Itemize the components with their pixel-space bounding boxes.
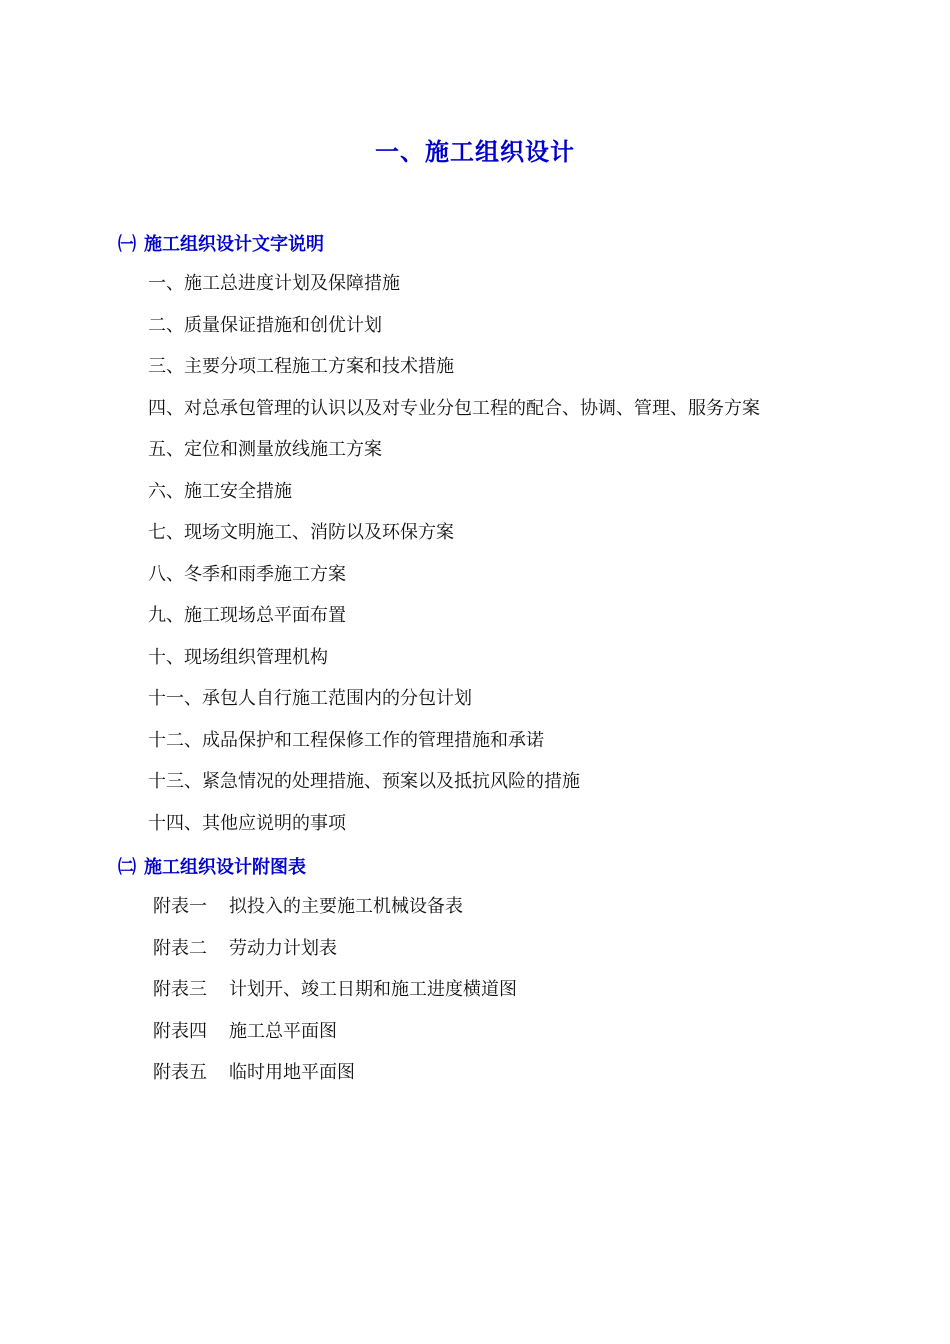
appendix-label: 临时用地平面图 bbox=[229, 1062, 355, 1083]
appendix-label: 计划开、竣工日期和施工进度横道图 bbox=[229, 979, 517, 1000]
list-item: 十二、成品保护和工程保修工作的管理措施和承诺 bbox=[148, 729, 544, 751]
appendix-code: 附表三 bbox=[153, 979, 207, 1000]
section-marker: ㈠ bbox=[118, 234, 136, 255]
appendix-label: 施工总平面图 bbox=[229, 1020, 337, 1042]
attached-tables-list bbox=[153, 895, 517, 1103]
list-item: 十三、紧急情况的处理措施、预案以及抵抗风险的措施 bbox=[148, 771, 580, 792]
list-item: 六、施工安全措施 bbox=[148, 480, 292, 502]
appendix-code: 附表四 bbox=[153, 1020, 207, 1042]
section-heading-label: 施工组织设计文字说明 bbox=[144, 234, 324, 255]
section-marker: ㈡ bbox=[118, 857, 136, 878]
list-item: 四、对总承包管理的认识以及对专业分包工程的配合、协调、管理、服务方案 bbox=[148, 397, 760, 419]
list-item bbox=[153, 978, 517, 1020]
appendix-code: 附表五 bbox=[153, 1062, 207, 1083]
appendix-label: 拟投入的主要施工机械设备表 bbox=[229, 896, 463, 917]
list-item: 八、冬季和雨季施工方案 bbox=[148, 563, 346, 585]
list-item: 十四、其他应说明的事项 bbox=[148, 812, 346, 834]
list-item bbox=[153, 1061, 517, 1103]
page-title: 一、施工组织设计 bbox=[375, 138, 575, 166]
list-item: 五、定位和测量放线施工方案 bbox=[148, 439, 382, 460]
list-item: 十、现场组织管理机构 bbox=[148, 646, 328, 668]
list-item bbox=[153, 895, 517, 937]
section-heading-text-description bbox=[118, 230, 324, 256]
list-item bbox=[153, 1020, 517, 1062]
list-item: 九、施工现场总平面布置 bbox=[148, 605, 346, 626]
appendix-code: 附表二 bbox=[153, 937, 207, 959]
list-item bbox=[153, 937, 517, 979]
section-heading-label: 施工组织设计附图表 bbox=[144, 857, 306, 878]
list-item: 三、主要分项工程施工方案和技术措施 bbox=[148, 356, 454, 377]
list-item: 七、现场文明施工、消防以及环保方案 bbox=[148, 522, 454, 543]
list-item: 二、质量保证措施和创优计划 bbox=[148, 314, 382, 336]
list-item: 十一、承包人自行施工范围内的分包计划 bbox=[148, 688, 472, 709]
list-item: 一、施工总进度计划及保障措施 bbox=[148, 273, 400, 294]
appendix-code: 附表一 bbox=[153, 896, 207, 917]
section-heading-attached-tables bbox=[118, 853, 306, 879]
text-description-list bbox=[148, 272, 760, 853]
appendix-label: 劳动力计划表 bbox=[229, 937, 337, 959]
